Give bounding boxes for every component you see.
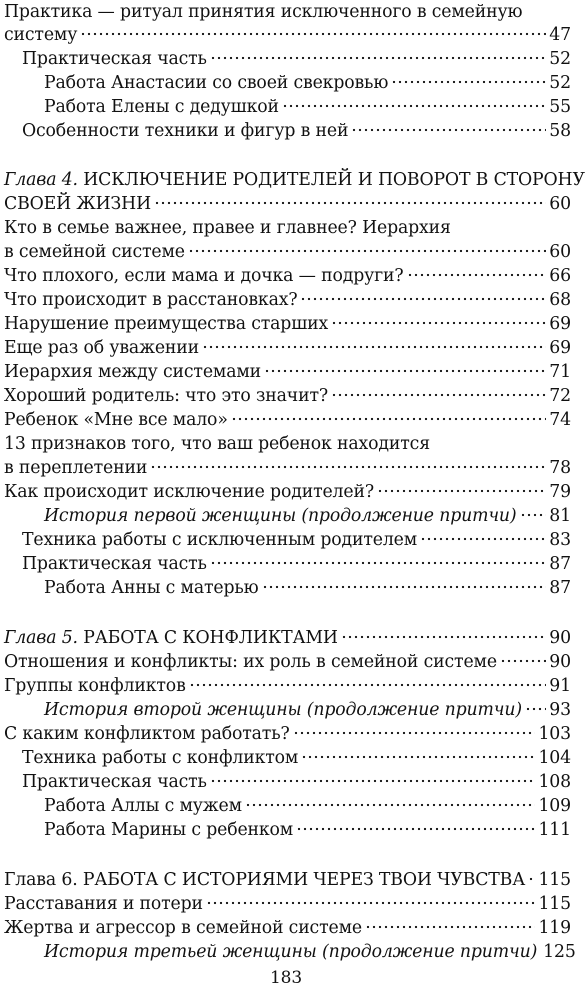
toc-page-number: 87 (549, 554, 571, 574)
toc-entry-title: Иерархия между системами (4, 362, 262, 382)
toc-entry-title: Практическая часть (22, 554, 207, 574)
toc-entry-title: Работа Елены с дедушкой (44, 97, 279, 117)
dot-leader (296, 827, 535, 831)
toc-entry-title: Практическая часть (22, 49, 207, 69)
toc-page-number: 81 (549, 506, 571, 526)
dot-leader (300, 297, 546, 301)
toc-entry (0, 818, 572, 842)
toc-entry (0, 0, 572, 24)
toc-page-number: 58 (549, 121, 571, 141)
toc-page-number: 68 (549, 290, 571, 310)
dot-leader (301, 755, 535, 759)
toc-page-number: 52 (549, 73, 571, 93)
toc-entry (0, 940, 576, 964)
toc-page-number: 74 (549, 410, 571, 430)
toc-page-number: 91 (549, 676, 571, 696)
dot-leader (210, 56, 546, 60)
toc-entry (0, 23, 572, 47)
toc-entry (0, 504, 572, 528)
toc-entry-title: Как происходит исключение родителей? (4, 482, 374, 502)
dot-leader (245, 803, 536, 807)
toc-entry (0, 576, 572, 600)
dot-leader (520, 513, 547, 517)
toc-page-number: 108 (538, 772, 571, 792)
toc-page-number: 115 (538, 870, 571, 890)
dot-leader (391, 80, 546, 84)
toc-entry-title: Особенности техники и фигур в ней (22, 121, 349, 141)
toc-entry (0, 698, 572, 722)
toc-page-number: 71 (549, 362, 571, 382)
toc-entry-title: Расставания и потери (4, 894, 203, 914)
toc-entry-title: История первой женщины (продолжение притчи) (44, 506, 517, 526)
toc-entry (0, 71, 572, 95)
toc-entry (0, 192, 572, 216)
toc-entry (0, 480, 572, 504)
toc-entry (0, 868, 572, 892)
toc-page-number: 103 (538, 724, 571, 744)
toc-page-number: 111 (538, 820, 571, 840)
toc-page-number: 69 (549, 338, 571, 358)
toc-entry-title: Что плохого, если мама и дочка — подруги? (4, 266, 404, 286)
toc-entry (0, 674, 572, 698)
toc-entry-title: Что происходит в расстановках? (4, 290, 298, 310)
dot-leader (264, 369, 546, 373)
toc-page-number: 83 (549, 530, 571, 550)
chapter-title: ИСКЛЮЧЕНИЕ РОДИТЕЛЕЙ И ПОВОРОТ В СТОРОНУ (83, 170, 585, 190)
toc-entry-title: История третьей женщины (продолжение притчи) (44, 942, 538, 962)
dot-leader (80, 32, 546, 36)
dot-leader (331, 321, 546, 325)
chapter-prefix: Глава 5. (4, 628, 78, 648)
dot-leader (525, 707, 546, 711)
toc-page-number: 78 (549, 458, 571, 478)
toc-entry-title: Работа Анны с матерью (44, 578, 259, 598)
toc-entry-title (4, 626, 338, 650)
dot-leader (331, 393, 546, 397)
dot-leader (500, 659, 546, 663)
dot-leader (528, 877, 535, 881)
toc-entry-title: Работа Аллы с мужем (44, 796, 242, 816)
toc-entry (0, 456, 572, 480)
dot-leader (420, 537, 546, 541)
toc-page-number: 125 (543, 942, 576, 962)
page-number-footer: 183 (270, 968, 302, 988)
dot-leader (206, 901, 536, 905)
toc-page-number: 87 (549, 578, 571, 598)
dot-leader (188, 249, 546, 253)
toc-entry-title: в семейной системе (4, 242, 185, 262)
toc-entry (0, 626, 572, 650)
toc-entry-title: Глава 6. РАБОТА С ИСТОРИЯМИ ЧЕРЕЗ ТВОИ ЧУВСТВА (4, 870, 526, 890)
toc-page-number: 60 (549, 242, 571, 262)
toc-entry-title: Работа Анастасии со своей свекровью (44, 73, 389, 93)
toc-entry-title: Практическая часть (22, 772, 207, 792)
dot-leader (341, 635, 546, 639)
toc-entry-title: Работа Марины с ребенком (44, 820, 294, 840)
toc-entry (0, 360, 572, 384)
dot-leader (407, 273, 547, 277)
toc-entry (0, 528, 572, 552)
toc-page-number: 119 (538, 918, 571, 938)
toc-entry (0, 47, 572, 71)
toc-entry-title: 13 признаков того, что ваш ребенок находится (4, 434, 430, 454)
toc-entry (0, 240, 572, 264)
toc-entry-title: Кто в семье важнее, правее и главнее? Иерархия (4, 218, 451, 238)
toc-entry-title: Техника работы с конфликтом (22, 748, 299, 768)
toc-entry (0, 384, 572, 408)
toc-entry-title: СВОЕЙ ЖИЗНИ (4, 194, 152, 214)
toc-entry (0, 794, 572, 818)
toc-entry-title: Нарушение преимущества старших (4, 314, 329, 334)
toc-entry (0, 746, 572, 770)
toc-page-number: 69 (549, 314, 571, 334)
toc-entry (0, 408, 572, 432)
toc-entry-title: Еще раз об уважении (4, 338, 200, 358)
toc-entry (0, 552, 572, 576)
toc-entry-title: Практика — ритуал принятия исключенного в семейную (4, 2, 523, 22)
toc-page-number: 109 (538, 796, 571, 816)
toc-entry (0, 312, 572, 336)
dot-leader (351, 128, 546, 132)
toc-page-number: 90 (549, 652, 571, 672)
dot-leader (293, 731, 536, 735)
dot-leader (377, 489, 546, 493)
toc-page-number: 66 (549, 266, 571, 286)
dot-leader (189, 683, 547, 687)
toc-page-number: 90 (549, 628, 571, 648)
toc-entry-title: Ребенок «Мне все мало» (4, 410, 228, 430)
toc-entry (0, 916, 572, 940)
toc-page-number: 72 (549, 386, 571, 406)
dot-leader (210, 779, 536, 783)
dot-leader (154, 201, 546, 205)
chapter-title: РАБОТА С КОНФЛИКТАМИ (83, 628, 338, 648)
toc-entry (0, 95, 572, 119)
toc-entry-title: в переплетении (4, 458, 148, 478)
dot-leader (210, 561, 546, 565)
toc-page-number: 55 (549, 97, 571, 117)
toc-entry (0, 168, 585, 192)
toc-page-number: 93 (549, 700, 571, 720)
dot-leader (231, 417, 547, 421)
toc-entry-title: Жертва и агрессор в семейной системе (4, 918, 362, 938)
toc-entry (0, 336, 572, 360)
toc-page-number: 115 (538, 894, 571, 914)
toc-entry-title: История второй женщины (продолжение притчи) (44, 700, 522, 720)
toc-entry-title: С каким конфликтом работать? (4, 724, 290, 744)
toc-entry-title: Техника работы с исключенным родителем (22, 530, 418, 550)
toc-entry (0, 722, 572, 746)
toc-entry-title (4, 168, 585, 192)
dot-leader (365, 925, 536, 929)
toc-page-number: 79 (549, 482, 571, 502)
toc-entry (0, 770, 572, 794)
toc-entry-title: Хороший родитель: что это значит? (4, 386, 328, 406)
toc-entry (0, 432, 572, 456)
dot-leader (150, 465, 546, 469)
toc-page-number: 60 (549, 194, 571, 214)
dot-leader (282, 104, 546, 108)
chapter-prefix: Глава 4. (4, 170, 78, 190)
toc-page-number: 47 (549, 25, 571, 45)
toc-entry-title: систему (4, 25, 78, 45)
toc-page-number: 104 (538, 748, 571, 768)
toc-page-number: 52 (549, 49, 571, 69)
toc-entry (0, 119, 572, 143)
toc-entry-title: Группы конфликтов (4, 676, 186, 696)
toc-entry (0, 288, 572, 312)
toc-entry (0, 650, 572, 674)
toc-entry-title: Отношения и конфликты: их роль в семейной системе (4, 652, 497, 672)
dot-leader (262, 585, 547, 589)
toc-entry (0, 892, 572, 916)
dot-leader (202, 345, 546, 349)
toc-entry (0, 264, 572, 288)
toc-entry (0, 216, 572, 240)
